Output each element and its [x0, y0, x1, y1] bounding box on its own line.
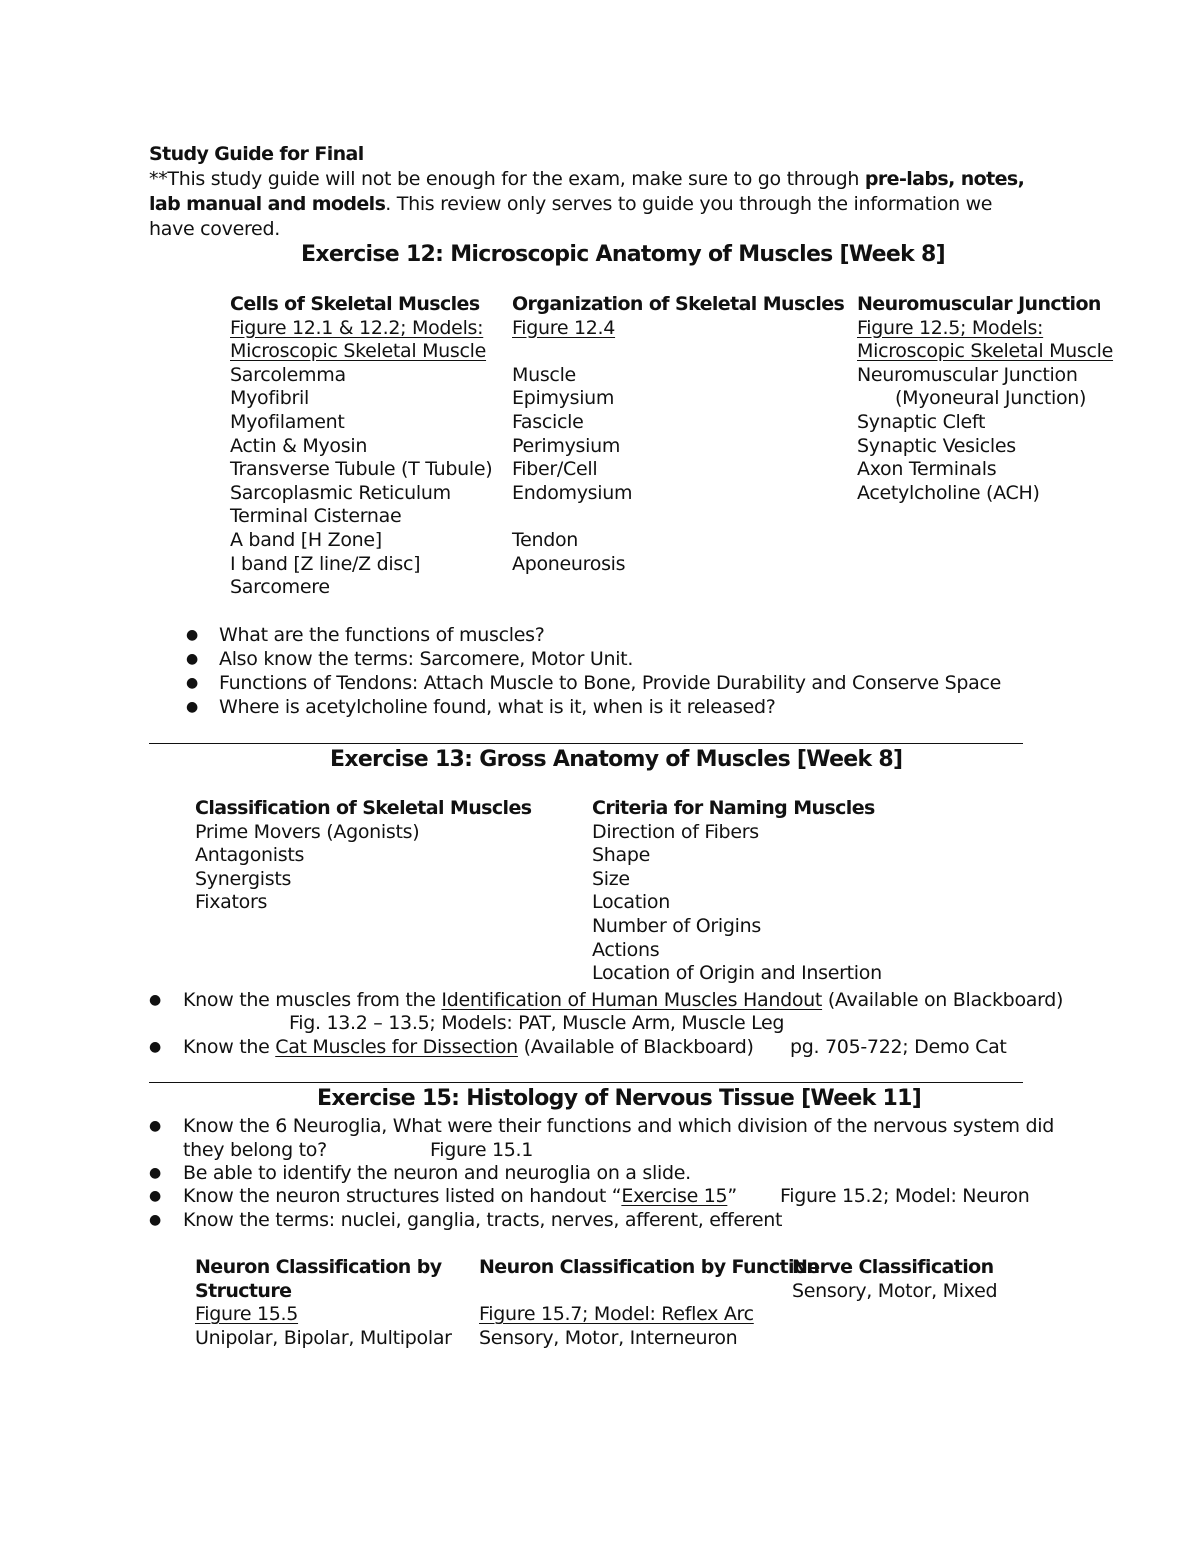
model-reference: Microscopic Skeletal Muscle — [857, 340, 1114, 363]
bullet-text-part: Know the muscles from the — [183, 989, 442, 1011]
figure-reference: Figure 15.1 — [430, 1139, 534, 1161]
bullet-text-continuation: they belong to? — [183, 1139, 327, 1161]
figure-reference: Figure 12.4 — [512, 316, 616, 339]
bullet-icon: ● — [149, 1212, 161, 1228]
handout-link[interactable]: Identification of Human Muscles Handout — [441, 989, 823, 1011]
bullet-text-part: (Available of Blackboard) — [517, 1036, 754, 1058]
document-title: Study Guide for Final — [149, 143, 364, 165]
bullet-icon: ● — [149, 1188, 161, 1204]
list-item: Synaptic Vesicles — [857, 434, 1016, 457]
list-item: (Myoneural Junction) — [895, 387, 1087, 410]
handout-link[interactable]: Cat Muscles for Dissection — [275, 1036, 518, 1058]
list-item: Synergists — [195, 867, 292, 890]
list-item: Transverse Tubule (T Tubule) — [230, 458, 493, 481]
figure-reference: Figure 15.2; Model: Neuron — [780, 1185, 1030, 1207]
ex15-column-function — [479, 1256, 819, 1350]
intro-suffix: . This review only serves to guide you through the information we have covered. — [149, 193, 993, 240]
list-item: Direction of Fibers — [592, 820, 759, 843]
list-item: A band [H Zone] — [230, 528, 382, 551]
list-item: Myofibril — [230, 387, 309, 410]
list-item: I band [Z line/Z disc] — [230, 552, 421, 575]
spacer — [512, 505, 844, 529]
spacer — [479, 1280, 819, 1304]
bullet-text-part: (Available on Blackboard) — [822, 989, 1064, 1011]
column-title-continuation: Structure — [195, 1279, 292, 1302]
exercise-13-heading: Exercise 13: Gross Anatomy of Muscles [Week 8] — [330, 747, 903, 772]
spacer — [512, 340, 844, 364]
column-title: Neuron Classification by — [195, 1256, 442, 1278]
list-item: Axon Terminals — [857, 458, 997, 481]
figure-reference: Figure 12.5; Models: — [857, 316, 1044, 339]
list-item: Terminal Cisternae — [230, 505, 402, 528]
ex15-column-nerve — [792, 1256, 997, 1303]
list-item: Epimysium — [512, 387, 615, 410]
list-item: Sarcolemma — [230, 363, 346, 386]
bullet-icon: ● — [149, 1118, 161, 1134]
bullet-text-part: ” — [727, 1185, 737, 1207]
figure-reference: Fig. 13.2 – 13.5; Models: PAT, Muscle Arm, Muscle Leg — [289, 1012, 785, 1034]
list-item: Muscle — [512, 363, 576, 386]
bullet-text: Know the terms: nuclei, ganglia, tracts, nerves, afferent, efferent — [183, 1209, 783, 1231]
ex15-column-structure — [195, 1256, 452, 1350]
list-item: Actions — [592, 938, 660, 961]
model-reference: Microscopic Skeletal Muscle — [230, 340, 487, 363]
bullet-text: What are the functions of muscles? — [219, 624, 545, 646]
list-item: Location — [592, 891, 670, 914]
bullet-text-part: Know the — [183, 1036, 276, 1058]
bullet-icon: ● — [149, 1039, 161, 1055]
section-divider — [149, 1082, 1023, 1083]
list-item: Shape — [592, 844, 650, 867]
list-item: Fixators — [195, 891, 268, 914]
column-title: Neuromuscular Junction — [857, 293, 1101, 315]
list-item: Sensory, Motor, Mixed — [792, 1279, 998, 1302]
handout-link[interactable]: Exercise 15 — [621, 1185, 728, 1207]
bullet-text: Be able to identify the neuron and neuroglia on a slide. — [183, 1162, 691, 1184]
ex13-column-naming — [592, 797, 882, 986]
page-reference: pg. 705-722; Demo Cat — [790, 1036, 1007, 1058]
column-title: Cells of Skeletal Muscles — [230, 293, 480, 315]
ex12-column-organization — [512, 293, 844, 576]
column-title: Criteria for Naming Muscles — [592, 797, 875, 819]
bullet-text: Also know the terms: Sarcomere, Motor Unit. — [219, 648, 634, 670]
bullet-icon: ● — [186, 651, 198, 667]
intro-prefix: **This study guide will not be enough for the exam, make sure to go through — [149, 168, 865, 190]
bullet-text — [183, 988, 1063, 1012]
column-title: Organization of Skeletal Muscles — [512, 293, 845, 315]
column-title: Neuron Classification by Function — [479, 1256, 820, 1278]
list-item: Sarcomere — [230, 576, 330, 599]
list-item: Location of Origin and Insertion — [592, 962, 882, 985]
bullet-text: Where is acetylcholine found, what is it, when is it released? — [219, 696, 776, 718]
list-item: Number of Origins — [592, 914, 761, 937]
list-item: Sensory, Motor, Interneuron — [479, 1326, 738, 1349]
ex12-column-neuromuscular — [857, 293, 1113, 505]
list-item: Neuromuscular Junction — [857, 363, 1078, 386]
section-divider — [149, 743, 1023, 744]
figure-reference: Figure 15.5 — [195, 1303, 299, 1326]
intro-bold: pre-labs, notes, lab manual and models — [149, 168, 1025, 215]
intro-paragraph — [149, 167, 1029, 242]
exercise-15-heading: Exercise 15: Histology of Nervous Tissue [Week 11] — [317, 1086, 922, 1111]
ex12-column-cells — [230, 293, 492, 600]
list-item: Antagonists — [195, 844, 305, 867]
bullet-icon: ● — [149, 992, 161, 1008]
bullet-icon: ● — [186, 699, 198, 715]
exercise-12-heading: Exercise 12: Microscopic Anatomy of Muscles [Week 8] — [301, 242, 945, 267]
bullet-text — [183, 1035, 754, 1059]
ex13-column-classification — [195, 797, 531, 915]
column-title: Nerve Classification — [792, 1256, 994, 1278]
bullet-text: Know the 6 Neuroglia, What were their functions and which division of the nervous system did — [183, 1115, 1054, 1137]
list-item: Fiber/Cell — [512, 458, 598, 481]
list-item: Fascicle — [512, 410, 584, 433]
list-item: Tendon — [512, 528, 579, 551]
bullet-icon: ● — [149, 1165, 161, 1181]
bullet-icon: ● — [186, 627, 198, 643]
list-item: Size — [592, 867, 630, 890]
list-item: Acetylcholine (ACH) — [857, 481, 1040, 504]
bullet-text-part: Know the neuron structures listed on handout “ — [183, 1185, 622, 1207]
figure-reference: Figure 12.1 & 12.2; Models: — [230, 316, 484, 339]
bullet-text — [183, 1184, 737, 1208]
bullet-icon: ● — [186, 675, 198, 691]
list-item: Synaptic Cleft — [857, 410, 986, 433]
list-item: Myofilament — [230, 410, 345, 433]
column-title: Classification of Skeletal Muscles — [195, 797, 532, 819]
bullet-text: Functions of Tendons: Attach Muscle to Bone, Provide Durability and Conserve Space — [219, 672, 1001, 694]
figure-reference: Figure 15.7; Model: Reflex Arc — [479, 1303, 754, 1326]
list-item: Sarcoplasmic Reticulum — [230, 481, 451, 504]
list-item: Unipolar, Bipolar, Multipolar — [195, 1326, 452, 1349]
list-item: Endomysium — [512, 481, 633, 504]
list-item: Aponeurosis — [512, 552, 626, 575]
list-item: Perimysium — [512, 434, 621, 457]
list-item: Prime Movers (Agonists) — [195, 820, 420, 843]
list-item: Actin & Myosin — [230, 434, 368, 457]
